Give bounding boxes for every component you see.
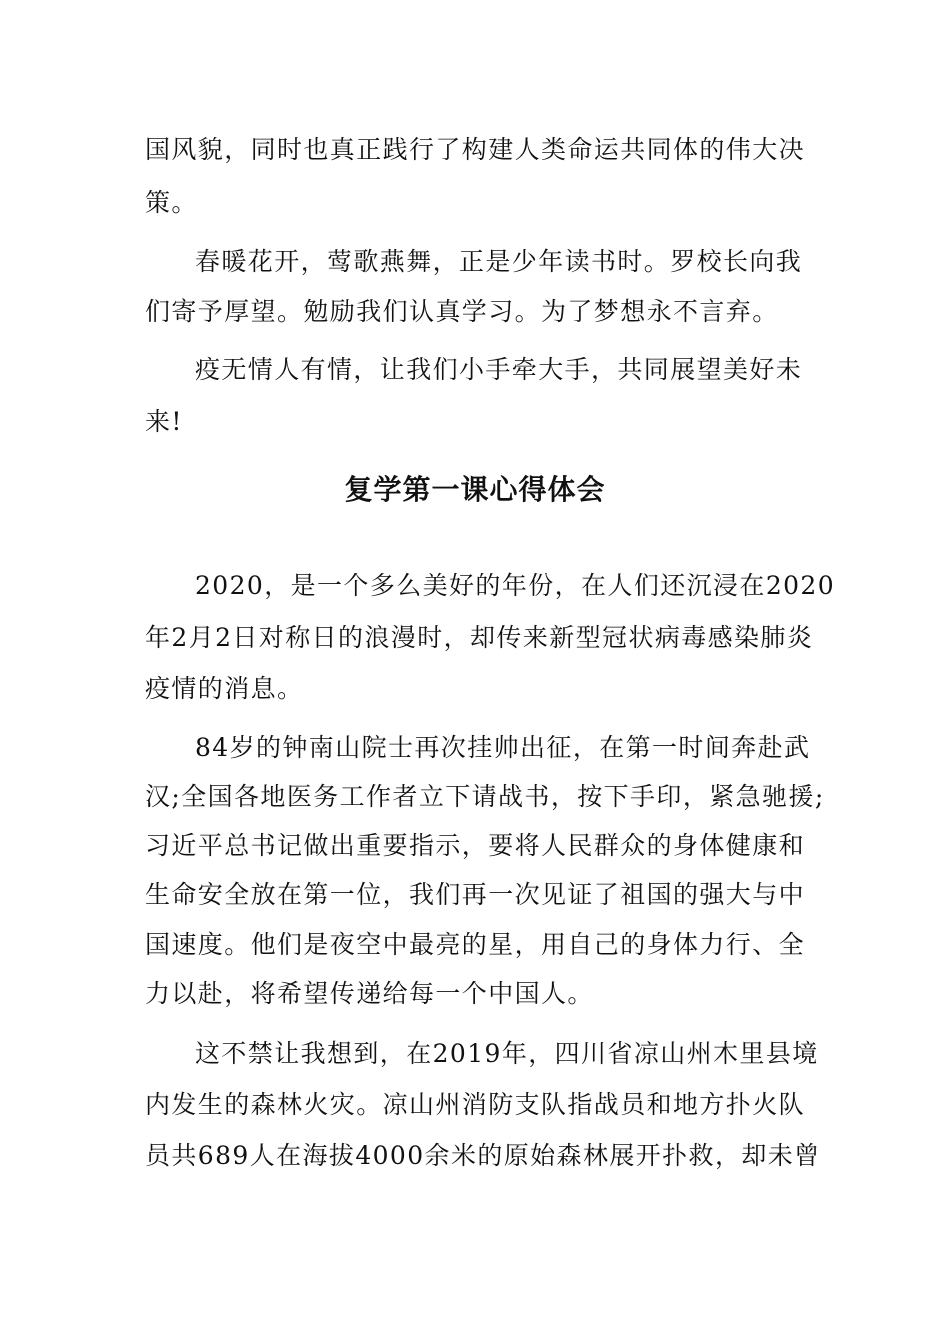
paragraph-line: 策。 — [145, 188, 198, 217]
paragraph-line: 员共689人在海拔4000余米的原始森林展开扑救，却未曾 — [145, 1141, 821, 1170]
paragraph-line: 疫情的消息。 — [145, 674, 304, 703]
paragraph-line: 内发生的森林火灾。凉山州消防支队指战员和地方扑火队 — [145, 1090, 806, 1119]
paragraph-line: 力以赴，将希望传递给每一个中国人。 — [145, 979, 594, 1008]
paragraph-line: 疫无情人有情，让我们小手牵大手，共同展望美好未 — [195, 355, 803, 384]
paragraph-line: 84岁的钟南山院士再次挂帅出征，在第一时间奔赴武 — [195, 733, 811, 762]
paragraph-line: 生命安全放在第一位，我们再一次见证了祖国的强大与中 — [145, 880, 806, 909]
paragraph-line: 2020，是一个多么美好的年份，在人们还沉浸在2020 — [195, 571, 836, 600]
paragraph-line: 国风貌，同时也真正践行了构建人类命运共同体的伟大决 — [145, 135, 806, 164]
paragraph-line: 年2月2日对称日的浪漫时，却传来新型冠状病毒感染肺炎 — [145, 623, 814, 652]
paragraph-line: 汉;全国各地医务工作者立下请战书，按下手印，紧急驰援; — [145, 782, 825, 811]
paragraph-line: 习近平总书记做出重要指示，要将人民群众的身体健康和 — [145, 831, 806, 860]
paragraph-line: 来! — [145, 407, 183, 436]
document-title: 复学第一课心得体会 — [344, 473, 606, 506]
paragraph-line: 春暖花开，莺歌燕舞，正是少年读书时。罗校长向我 — [195, 247, 803, 276]
paragraph-line: 们寄予厚望。勉励我们认真学习。为了梦想永不言弃。 — [145, 297, 779, 326]
paragraph-line: 这不禁让我想到，在2019年，四川省凉山州木里县境 — [195, 1039, 819, 1068]
paragraph-line: 国速度。他们是夜空中最亮的星，用自己的身体力行、全 — [145, 930, 806, 959]
